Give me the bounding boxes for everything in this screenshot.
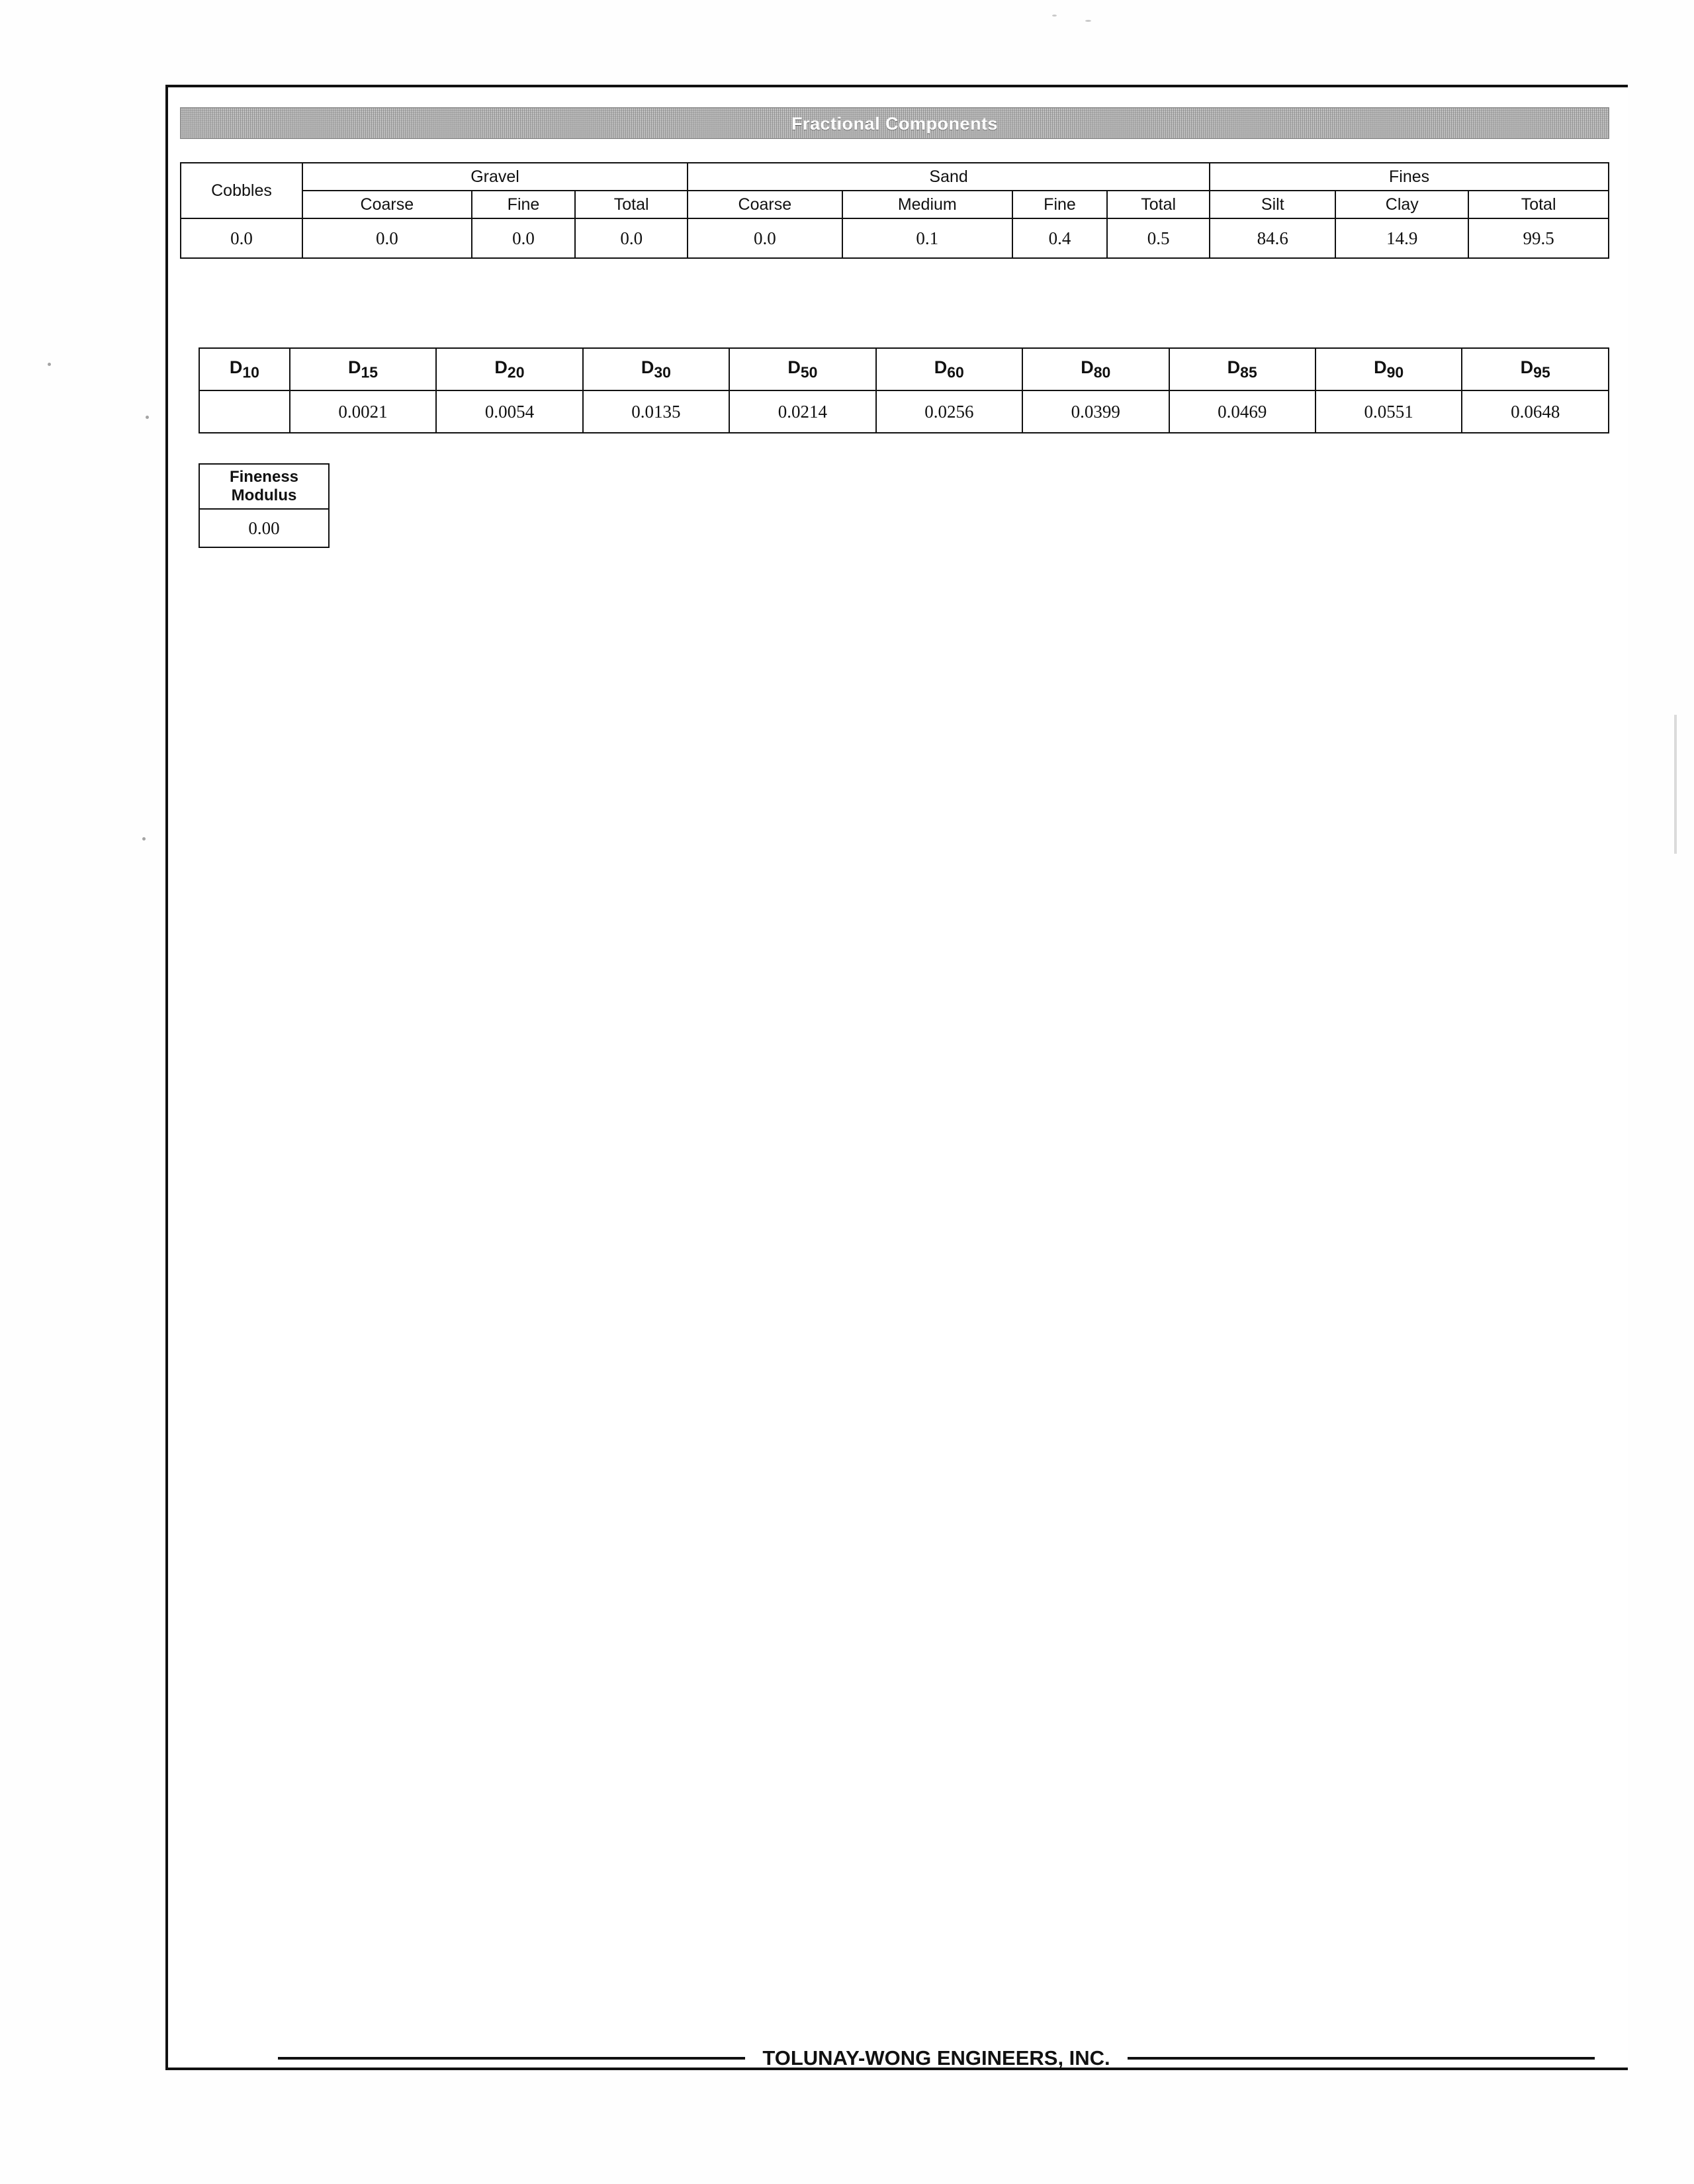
value-gravel-coarse: 0.0 bbox=[302, 218, 472, 258]
value-d10 bbox=[199, 390, 290, 433]
footer-rule-right bbox=[1128, 2057, 1595, 2060]
table-row bbox=[181, 218, 1609, 258]
header-d50: $D_{50}$ bbox=[729, 348, 875, 390]
header-d90: $D_{90}$ bbox=[1315, 348, 1462, 390]
page-footer bbox=[165, 2038, 1628, 2078]
header-gravel-fine: Fine bbox=[472, 191, 576, 218]
value-d50: 0.0214 bbox=[729, 390, 875, 433]
header-fines-silt: Silt bbox=[1210, 191, 1335, 218]
value-sand-total: 0.5 bbox=[1107, 218, 1210, 258]
header-fines-total: Total bbox=[1468, 191, 1609, 218]
value-d90: 0.0551 bbox=[1315, 390, 1462, 433]
value-gravel-fine: 0.0 bbox=[472, 218, 576, 258]
header-fineness-line2: Modulus bbox=[231, 486, 297, 504]
header-gravel: Gravel bbox=[302, 163, 688, 191]
header-fineness-modulus bbox=[199, 464, 329, 509]
header-sand-fine: Fine bbox=[1012, 191, 1107, 218]
table-header-row bbox=[199, 348, 1609, 390]
table-header-row-groups bbox=[181, 163, 1609, 191]
value-d20: 0.0054 bbox=[436, 390, 582, 433]
footer-company-name: TOLUNAY-WONG ENGINEERS, INC. bbox=[762, 2046, 1110, 2070]
value-sand-fine: 0.4 bbox=[1012, 218, 1107, 258]
value-d80: 0.0399 bbox=[1022, 390, 1169, 433]
table-row bbox=[199, 509, 329, 547]
table-row bbox=[199, 390, 1609, 433]
value-gravel-total: 0.0 bbox=[575, 218, 688, 258]
value-cobbles: 0.0 bbox=[181, 218, 302, 258]
value-fines-silt: 84.6 bbox=[1210, 218, 1335, 258]
value-fineness-modulus: 0.00 bbox=[199, 509, 329, 547]
value-sand-coarse: 0.0 bbox=[688, 218, 842, 258]
value-d95: 0.0648 bbox=[1462, 390, 1609, 433]
header-d15: $D_{15}$ bbox=[290, 348, 436, 390]
section-banner bbox=[180, 107, 1609, 139]
header-gravel-coarse: Coarse bbox=[302, 191, 472, 218]
header-sand-total: Total bbox=[1107, 191, 1210, 218]
header-d95: $D_{95}$ bbox=[1462, 348, 1609, 390]
header-sand: Sand bbox=[688, 163, 1210, 191]
header-d80: $D_{80}$ bbox=[1022, 348, 1169, 390]
header-d85: $D_{85}$ bbox=[1169, 348, 1315, 390]
header-gravel-total: Total bbox=[575, 191, 688, 218]
header-sand-coarse: Coarse bbox=[688, 191, 842, 218]
header-d20: $D_{20}$ bbox=[436, 348, 582, 390]
header-d30: $D_{30}$ bbox=[583, 348, 729, 390]
header-fineness-line1: Fineness bbox=[229, 468, 299, 486]
fineness-modulus-table bbox=[199, 463, 330, 548]
table-header-row-subs bbox=[181, 191, 1609, 218]
header-fines-clay: Clay bbox=[1335, 191, 1468, 218]
grain-size-diameter-table bbox=[199, 347, 1609, 433]
header-d60: $D_{60}$ bbox=[876, 348, 1022, 390]
header-d10: $D_{10}$ bbox=[199, 348, 290, 390]
fractional-components-table bbox=[180, 162, 1609, 259]
header-fines: Fines bbox=[1210, 163, 1609, 191]
header-sand-medium: Medium bbox=[842, 191, 1012, 218]
value-fines-clay: 14.9 bbox=[1335, 218, 1468, 258]
value-d15: 0.0021 bbox=[290, 390, 436, 433]
value-fines-total: 99.5 bbox=[1468, 218, 1609, 258]
value-d60: 0.0256 bbox=[876, 390, 1022, 433]
value-d30: 0.0135 bbox=[583, 390, 729, 433]
value-sand-medium: 0.1 bbox=[842, 218, 1012, 258]
table-header-row bbox=[199, 464, 329, 509]
banner-title: Fractional Components bbox=[791, 114, 999, 134]
header-cobbles: Cobbles bbox=[181, 163, 302, 218]
value-d85: 0.0469 bbox=[1169, 390, 1315, 433]
footer-rule-left bbox=[278, 2057, 745, 2060]
